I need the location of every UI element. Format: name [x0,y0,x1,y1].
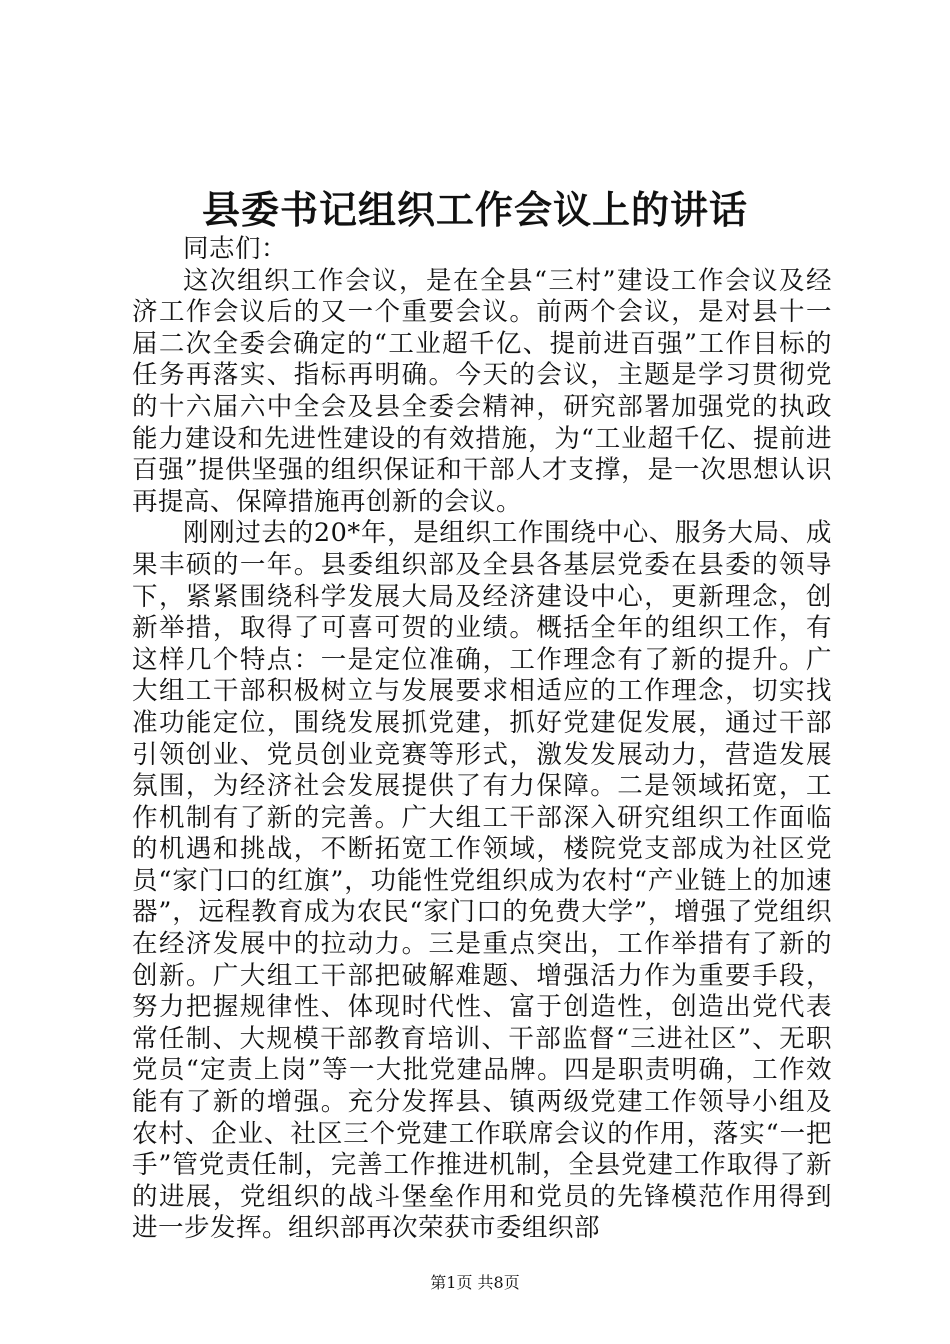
document-title: 县委书记组织工作会议上的讲话 [201,187,748,232]
document-body [132,234,832,1245]
page-footer: 第1页 共8页 [430,1273,520,1292]
paragraph-2: 刚刚过去的20*年，是组织工作围绕中心、服务大局、成果丰硕的一年。县委组织部及全县各基层党委在县委的领导下，紧紧围绕科学发展大局及经济建设中心，更新理念，创新举措，取得了可喜可贺的业绩。概括全年的组织工作，有这样几个特点：一是定位准确，工作理念有了新的提升。广大组工干部积极树立与发展要求相适应的工作理念，切实找准功能定位，围绕发展抓党建，抓好党建促发展，通过干部引领创业、党员创业竞赛等形式，激发发展动力，营造发展氛围，为经济社会发展提供了有力保障。二是领域拓宽，工作机制有了新的完善。广大组工干部深入研究组织工作面临的机遇和挑战，不断拓宽工作领域，楼院党支部成为社区党员“家门口的红旗”，功能性党组织成为农村“产业链上的加速器”，远程教育成为农民“家门口的免费大学”，增强了党组织在经济发展中的拉动力。三是重点突出，工作举措有了新的创新。广大组工干部把破解难题、增强活力作为重要手段，努力把握规律性、体现时代性、富于创造性，创造出党代表常任制、大规模干部教育培训、干部监督“三进社区”、无职党员“定责上岗”等一大批党建品牌。四是职责明确，工作效能有了新的增强。充分发挥县、镇两级党建工作领导小组及农村、企业、社区三个党建工作联席会议的作用，落实“一把手”管党责任制，完善工作推进机制，全县党建工作取得了新的进展，党组织的战斗堡垒作用和党员的先锋模范作用得到进一步发挥。组织部再次荣获市委组织部 [132,518,832,1244]
paragraph-1: 这次组织工作会议，是在全县“三村”建设工作会议及经济工作会议后的又一个重要会议。前两个会议，是对县十一届二次全委会确定的“工业超千亿、提前进百强”工作目标的任务再落实、指标再明确。今天的会议，主题是学习贯彻党的十六届六中全会及县全委会精神，研究部署加强党的执政能力建设和先进性建设的有效措施，为“工业超千亿、提前进百强”提供坚强的组织保证和干部人才支撑，是一次思想认识再提高、保障措施再创新的会议。 [132,265,832,517]
salutation: 同志们： [183,234,288,264]
